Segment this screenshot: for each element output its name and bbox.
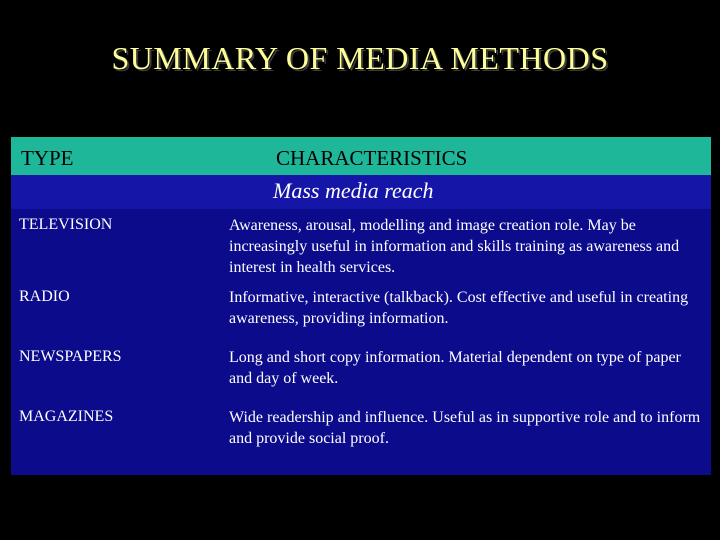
cell-characteristics: Wide readership and influence. Useful as in supportive role and to inform and provide social proof. — [229, 409, 701, 447]
subheader-mass-media-reach: Mass media reach — [273, 178, 434, 203]
cell-type: RADIO — [19, 288, 70, 305]
table-subheader-row — [11, 175, 711, 209]
cell-characteristics: Informative, interactive (talkback). Cost effective and useful in creating awareness, providing information. — [229, 289, 689, 327]
header-type: TYPE — [21, 146, 74, 170]
media-methods-table — [11, 137, 711, 475]
header-characteristics: CHARACTERISTICS — [276, 146, 468, 170]
cell-type: MAGAZINES — [19, 408, 114, 425]
cell-type: TELEVISION — [19, 216, 113, 233]
cell-characteristics: Long and short copy information. Material dependent on type of paper and day of week. — [229, 349, 681, 387]
cell-type: NEWSPAPERS — [19, 348, 122, 365]
cell-characteristics: Awareness, arousal, modelling and image creation role. May be increasingly useful in information and skills training as awareness and interest in health services. — [229, 217, 680, 276]
slide-title: SUMMARY OF MEDIA METHODS — [111, 40, 609, 76]
table-header-row — [11, 137, 711, 175]
